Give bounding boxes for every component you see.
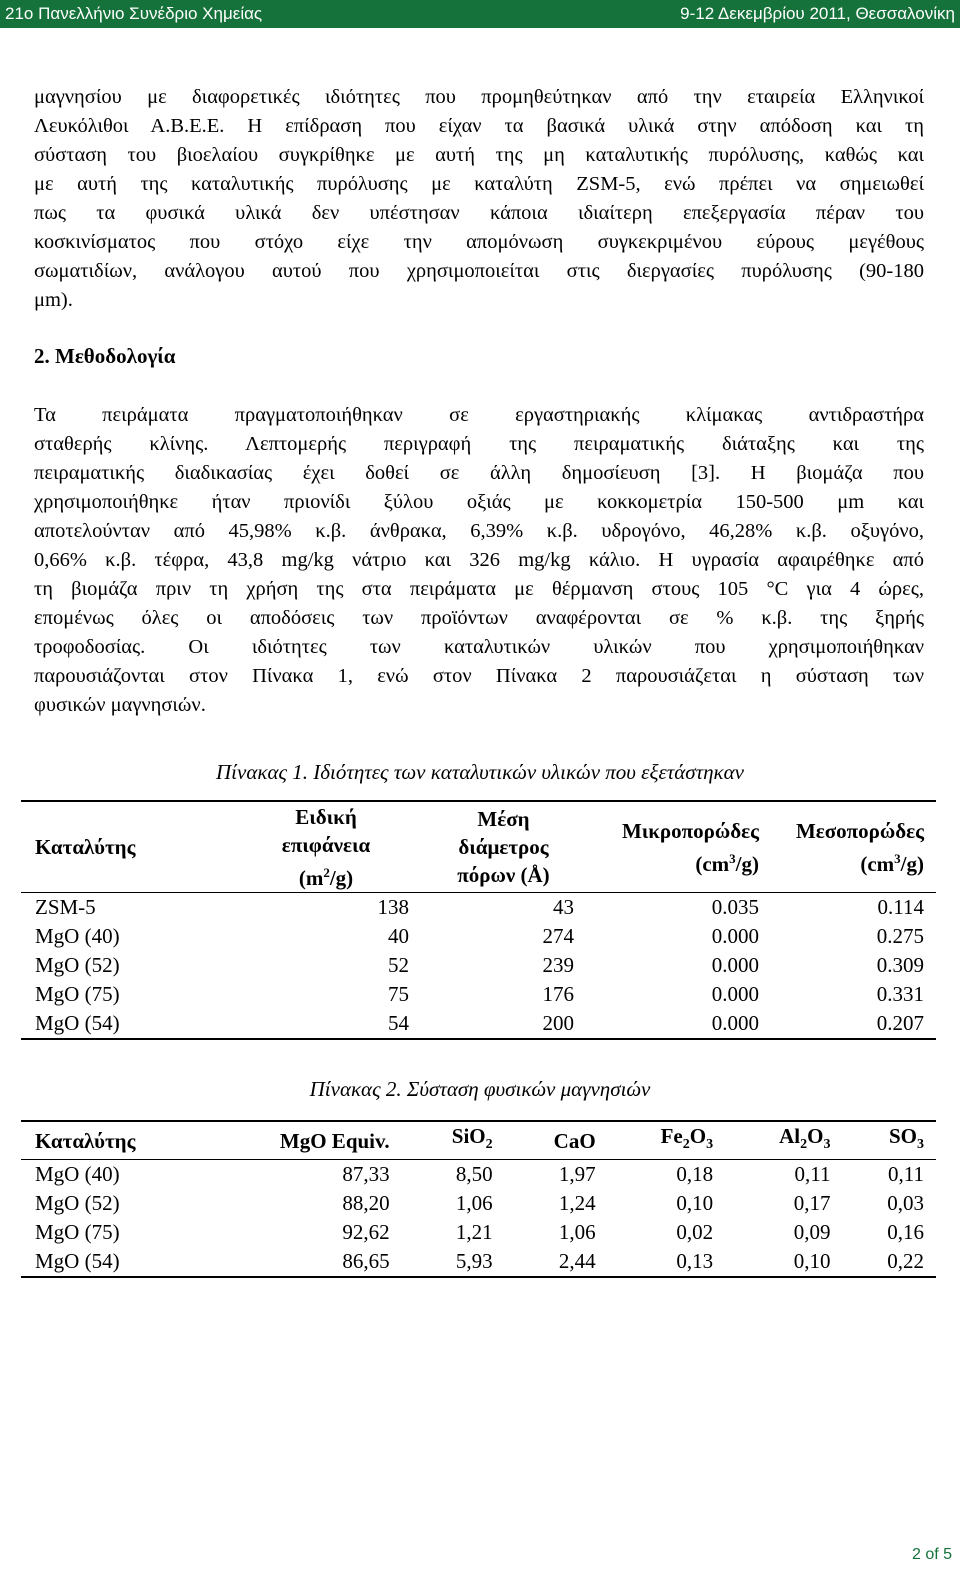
- cell-surface: 75: [388, 982, 409, 1006]
- page-header: [0, 0, 960, 28]
- text-line: με αυτή της καταλυτικής πυρόλυσης με καταλύτη ZSM-5, ενώ πρέπει να σημειωθεί: [34, 173, 924, 195]
- text-line: επομένως όλες οι αποδόσεις των προϊόντων αναφέρονται σε % κ.β. της ξηρής: [34, 607, 924, 629]
- cell-so3: 0,11: [888, 1162, 924, 1187]
- col-header-so3: $SO_3$: [888, 1124, 924, 1153]
- table-row: [21, 980, 936, 1009]
- conference-date: 9-12 Δεκεμβρίου 2011, Θεσσαλονίκη: [680, 4, 955, 23]
- col-header-catalyst: Καταλύτης: [35, 835, 136, 859]
- table-1: [21, 800, 936, 1040]
- text-line: τη βιομάζα πριν τη χρήση της στα πειράματα με θέρμανση στους 105 °C για 4 ώρες,: [34, 578, 924, 600]
- cell-cao: 1,24: [558, 1191, 596, 1216]
- page-number: 2 of 5: [911, 1546, 952, 1563]
- table-row: [21, 1189, 936, 1218]
- cell-sio2: 8,50: [455, 1162, 493, 1187]
- cell-micro: 0.000: [711, 1011, 759, 1035]
- text-line: σωματιδίων, ανάλογου αυτού που χρησιμοποιείται στις διεργασίες πυρόλυσης (90-180: [34, 260, 924, 282]
- col-header-fe2o3: $Fe_2O_3$: [660, 1124, 714, 1153]
- text-line: Λευκόλιθοι Α.Β.Ε.Ε. Η επίδραση που είχαν τα βασικά υλικά στην απόδοση και τη: [34, 115, 924, 137]
- cell-catalyst: MgO (40): [35, 924, 120, 948]
- cell-sio2: 5,93: [455, 1249, 493, 1274]
- table-row: [21, 1247, 936, 1277]
- cell-pore: 274: [542, 924, 574, 948]
- text-line: χρησιμοποιήθηκε ήταν πριονίδι ξύλου οξιάς με κοκκομετρία 150-500 μm και: [34, 491, 924, 513]
- cell-pore: 200: [542, 1011, 574, 1035]
- cell-al2o3: 0,09: [793, 1220, 831, 1245]
- cell-meso: 0.331: [876, 982, 924, 1006]
- text-line: σταθερής κλίνης. Λεπτομερής περιγραφή της πειραματικής διάταξης και της: [34, 433, 924, 455]
- table-row: [21, 1009, 936, 1039]
- col-header-cao: CaO: [553, 1128, 596, 1153]
- text-line: παρουσιάζονται στον Πίνακα 1, ενώ στον Πίνακα 2 παρουσιάζεται η σύσταση των: [34, 665, 924, 687]
- col-header-catalyst: Καταλύτης: [35, 1128, 136, 1153]
- cell-mgo: 87,33: [342, 1162, 390, 1187]
- cell-surface: 54: [388, 1011, 409, 1035]
- cell-surface: 52: [388, 953, 409, 977]
- cell-so3: 0,03: [887, 1191, 924, 1216]
- cell-micro: 0.000: [711, 953, 759, 977]
- cell-al2o3: 0,10: [793, 1249, 831, 1274]
- col-header-mesoporosity: Μεσοπορώδες $(cm^3/g)$: [795, 818, 924, 876]
- text-line: πειραματικής διαδικασίας έχει δοθεί σε άλλη δημοσίευση [3]. Η βιομάζα που: [34, 462, 924, 484]
- table-row: [21, 1160, 936, 1190]
- cell-catalyst: MgO (75): [35, 1220, 120, 1245]
- cell-catalyst: MgO (75): [35, 982, 120, 1006]
- cell-mgo: 88,20: [342, 1191, 390, 1216]
- cell-fe2o3: 0,10: [676, 1191, 714, 1216]
- cell-catalyst: MgO (52): [35, 953, 120, 977]
- col-header-surface-area: Ειδική επιφάνεια $(m^2/g)$: [281, 804, 371, 890]
- cell-cao: 1,97: [558, 1162, 596, 1187]
- cell-meso: 0.207: [876, 1011, 924, 1035]
- text-line: μαγνησίου με διαφορετικές ιδιότητες που προμηθεύτηκαν από την εταιρεία Ελληνικοί: [34, 86, 924, 108]
- cell-fe2o3: 0,18: [676, 1162, 714, 1187]
- cell-micro: 0.000: [711, 924, 759, 948]
- text-line: Τα πειράματα πραγματοποιήθηκαν σε εργαστηριακής κλίμακας αντιδραστήρα: [34, 404, 924, 426]
- text-line: τροφοδοσίας. Οι ιδιότητες των καταλυτικών υλικών που χρησιμοποιήθηκαν: [34, 636, 924, 658]
- cell-pore: 239: [542, 953, 574, 977]
- text-line: σύσταση του βιοελαίου συγκρίθηκε με αυτή της μη καταλυτικής πυρόλυσης, καθώς και: [34, 144, 924, 166]
- cell-al2o3: 0,11: [794, 1162, 831, 1187]
- cell-meso: 0.309: [876, 953, 924, 977]
- cell-cao: 2,44: [558, 1249, 596, 1274]
- col-header-sio2: SiO$_2$: [451, 1124, 493, 1153]
- col-header-pore-diameter: Μέση διάμετρος πόρων (Å): [457, 807, 550, 887]
- cell-cao: 1,06: [558, 1220, 596, 1245]
- cell-so3: 0,16: [887, 1220, 924, 1245]
- cell-al2o3: 0,17: [793, 1191, 831, 1216]
- cell-catalyst: ZSM-5: [35, 895, 96, 919]
- table-2-caption: Πίνακας 2. Σύσταση φυσικών μαγνησιών: [309, 1077, 651, 1101]
- cell-surface: 138: [377, 895, 409, 919]
- cell-catalyst: MgO (52): [35, 1191, 120, 1216]
- text-line: μm).: [34, 289, 73, 311]
- cell-meso: 0.114: [877, 895, 924, 919]
- cell-meso: 0.275: [876, 924, 924, 948]
- cell-micro: 0.035: [711, 895, 759, 919]
- cell-fe2o3: 0,02: [676, 1220, 714, 1245]
- table-row: [21, 893, 936, 923]
- cell-surface: 40: [388, 924, 409, 948]
- table-2: [21, 1120, 936, 1278]
- table-header-row: [21, 1121, 936, 1160]
- cell-mgo: 86,65: [342, 1249, 390, 1274]
- cell-pore: 43: [553, 895, 574, 919]
- table-row: [21, 951, 936, 980]
- conference-title: 21ο Πανελλήνιο Συνέδριο Χημείας: [5, 4, 263, 23]
- section-heading: 2. Μεθοδολογία: [34, 344, 176, 368]
- cell-pore: 176: [542, 982, 574, 1006]
- text-line: 0,66% κ.β. τέφρα, 43,8 mg/kg νάτριο και 326 mg/kg κάλιο. Η υγρασία αφαιρέθηκε από: [34, 549, 924, 571]
- cell-sio2: 1,21: [455, 1220, 493, 1245]
- table-row: [21, 922, 936, 951]
- cell-catalyst: MgO (54): [35, 1011, 120, 1035]
- cell-fe2o3: 0,13: [676, 1249, 714, 1274]
- text-line: αποτελούνταν από 45,98% κ.β. άνθρακα, 6,39% κ.β. υδρογόνο, 46,28% κ.β. οξυγόνο,: [34, 520, 924, 542]
- table-1-caption: Πίνακας 1. Ιδιότητες των καταλυτικών υλικών που εξετάστηκαν: [216, 760, 744, 784]
- text-line: πως τα φυσικά υλικά δεν υπέστησαν κάποια ιδιαίτερη επεξεργασία πέραν του: [34, 202, 924, 224]
- cell-catalyst: MgO (54): [35, 1249, 120, 1274]
- cell-micro: 0.000: [711, 982, 759, 1006]
- col-header-al2o3: $Al_2O_3$: [779, 1124, 831, 1153]
- table-row: [21, 1218, 936, 1247]
- cell-catalyst: MgO (40): [35, 1162, 120, 1187]
- cell-so3: 0,22: [887, 1249, 924, 1274]
- text-line: φυσικών μαγνησιών.: [34, 694, 206, 716]
- cell-mgo: 92,62: [342, 1220, 390, 1245]
- col-header-mgo: MgO Equiv.: [279, 1128, 390, 1153]
- col-header-microporosity: Μικροπορώδες $(cm^3/g)$: [621, 818, 759, 876]
- table-header-row: [21, 801, 936, 893]
- text-line: κοσκινίσματος που στόχο είχε την απομόνωση συγκεκριμένου εύρους μεγέθους: [34, 231, 924, 253]
- cell-sio2: 1,06: [455, 1191, 493, 1216]
